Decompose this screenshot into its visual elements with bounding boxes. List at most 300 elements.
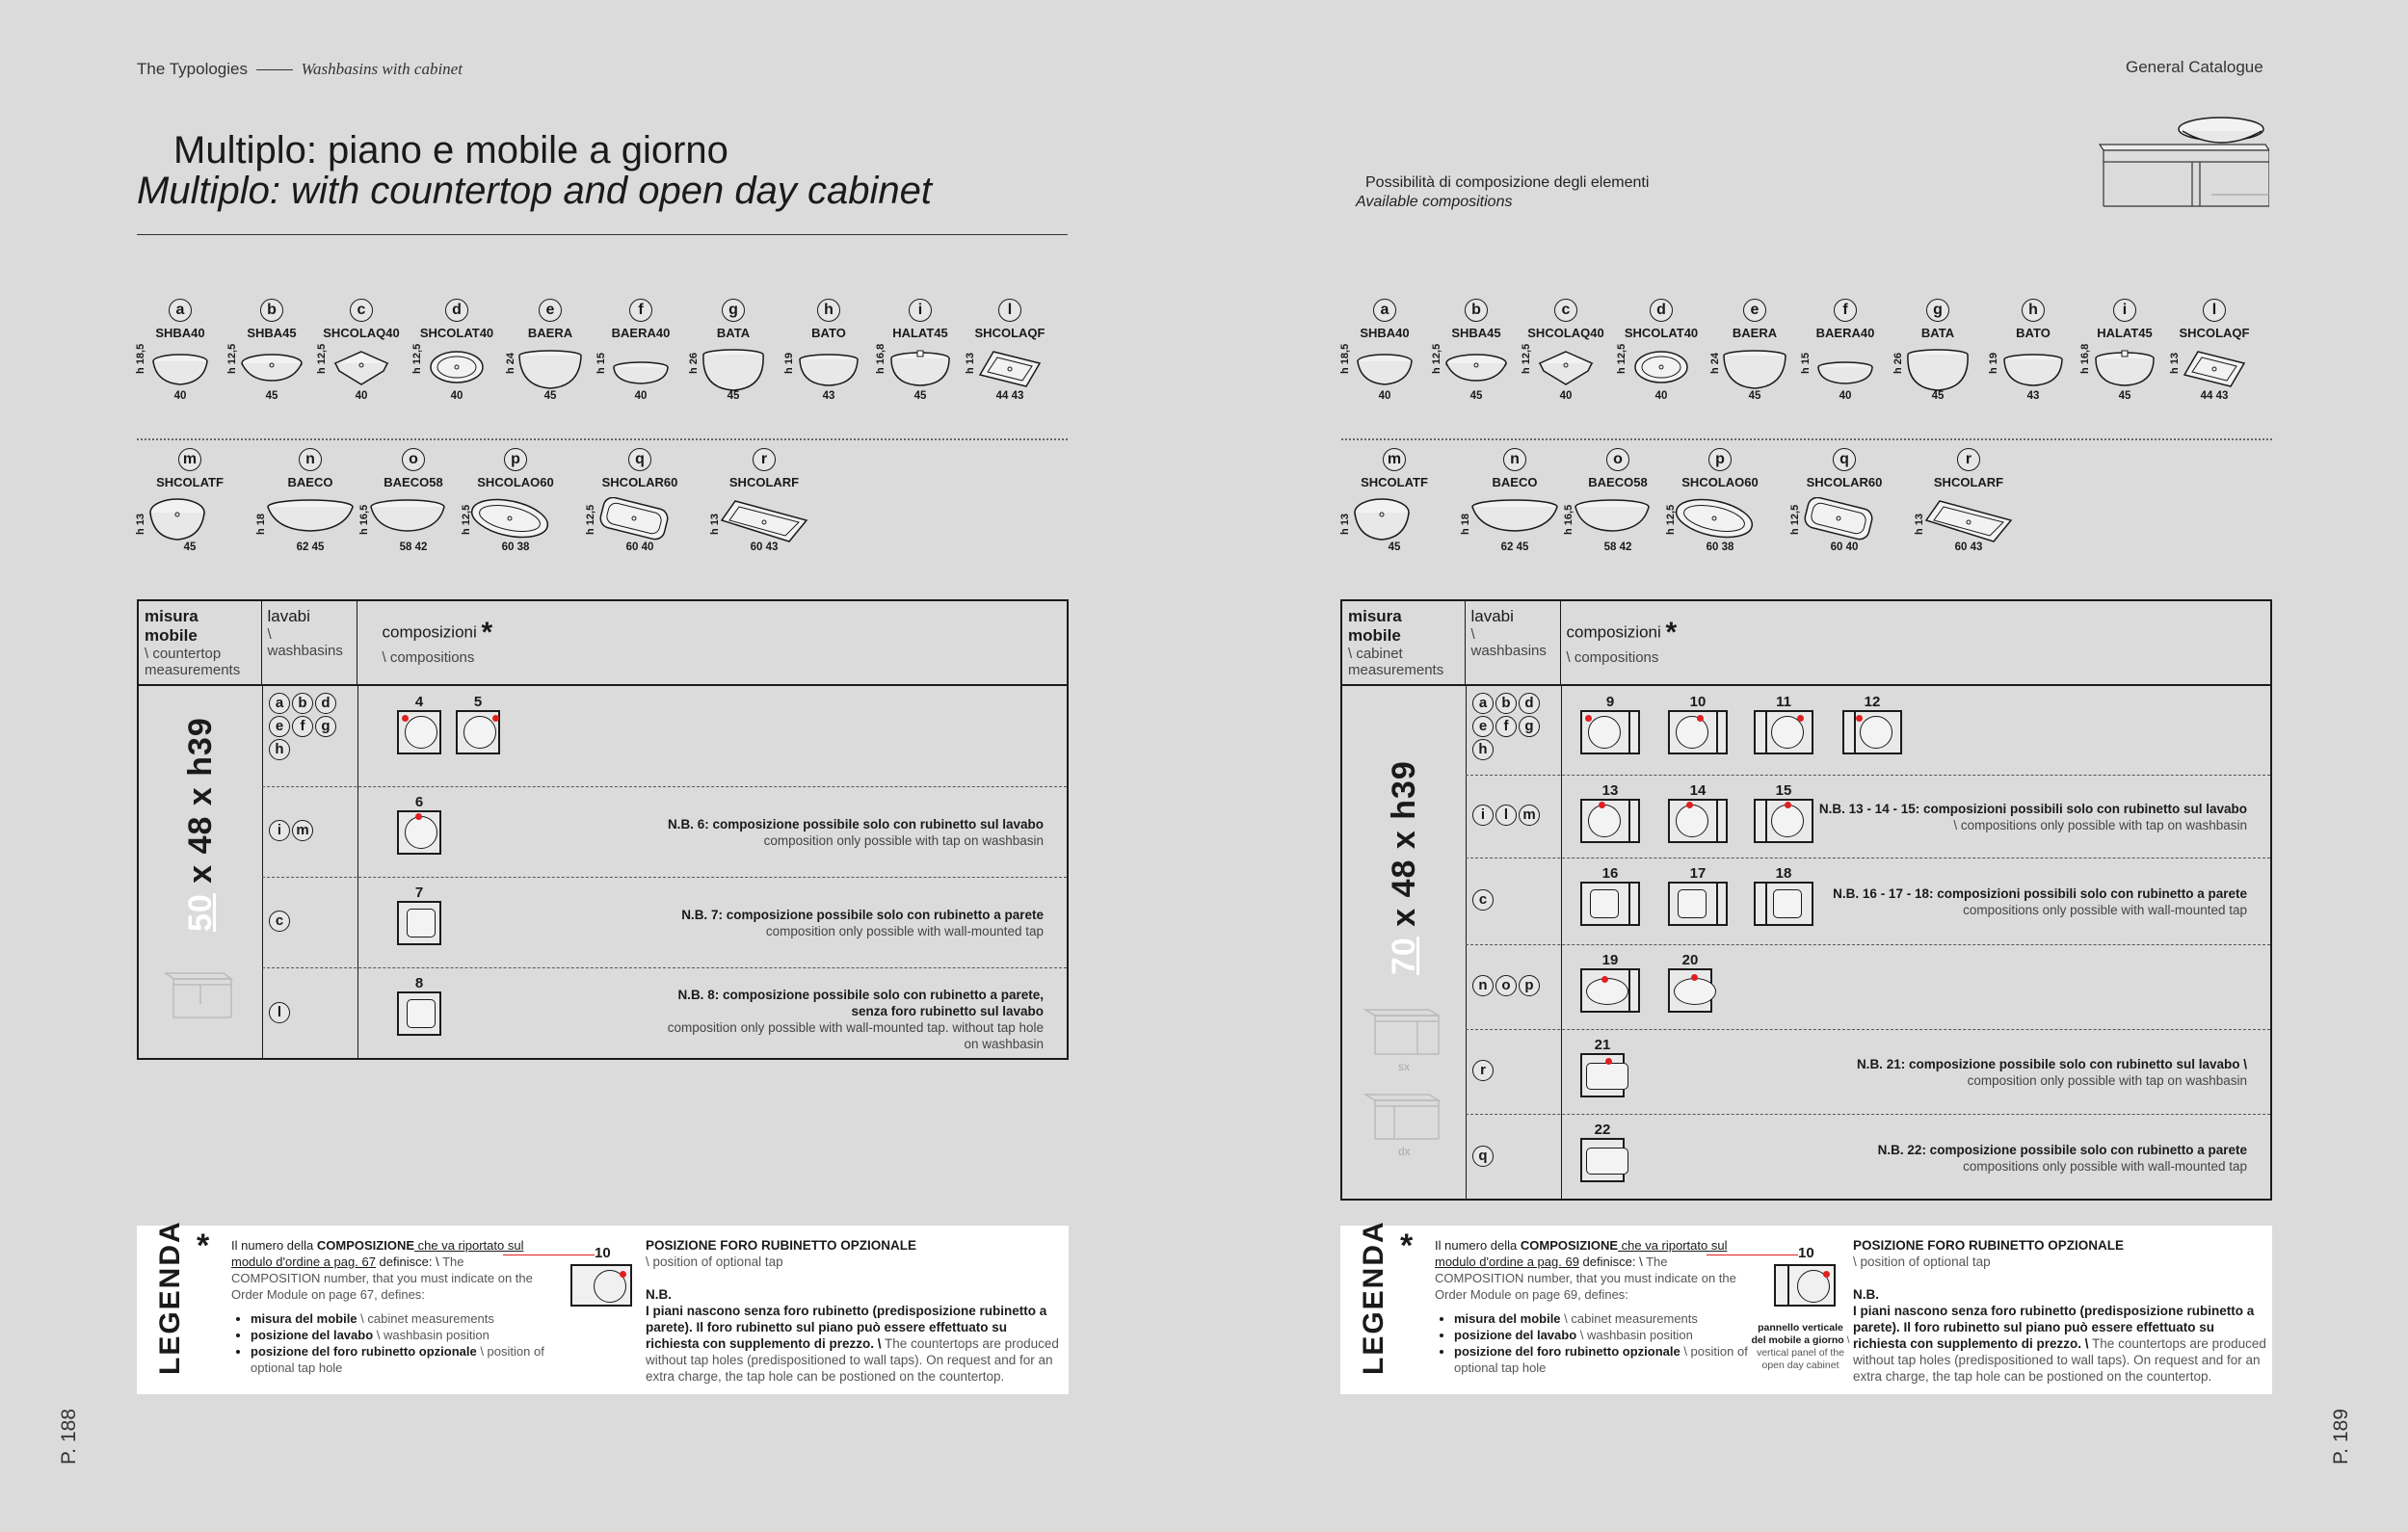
washbasin-n-icon <box>264 497 357 543</box>
bowl-height: h 12,5 <box>1616 343 1627 374</box>
composition-diagram <box>397 810 441 855</box>
basin-letters <box>1471 804 1560 827</box>
composition-diagram <box>1580 1053 1625 1097</box>
washbasin-f-icon <box>607 348 675 392</box>
legend-title: LEGENDA <box>154 1220 186 1375</box>
col-basins-sub: \ washbasins <box>267 626 343 659</box>
basin-letter: p <box>1519 975 1540 996</box>
legend-title: LEGENDA <box>1358 1220 1389 1375</box>
washbasin-e-icon <box>1721 348 1788 392</box>
washbasin-g-icon <box>700 348 767 392</box>
cabinet-side-label: dx <box>1398 1145 1411 1158</box>
bowl-letter: a <box>1373 299 1396 322</box>
bowl-code: BAECO <box>1492 475 1538 489</box>
cabinet-left-icon <box>1362 1004 1448 1060</box>
col-basins-label: lavabi <box>267 607 310 625</box>
bowl-width: 60 40 <box>1830 541 1859 553</box>
tap-hole-dot <box>620 1271 626 1278</box>
bowl-height: h 12,5 <box>316 343 328 374</box>
bowl-width: 40 <box>355 390 368 402</box>
bowl-height: h 18 <box>1460 513 1471 535</box>
note-bold: N.B. 13 - 14 - 15: composizioni possibili solo con rubinetto sul lavabo <box>1818 802 2247 816</box>
note-bold: N.B. 21: composizione possibile solo con rubinetto sul lavabo \ <box>1856 1057 2247 1071</box>
vertical-panel <box>1716 884 1718 924</box>
basin-letter: g <box>1519 716 1540 737</box>
bowl-code: SHCOLARF <box>728 475 800 489</box>
composition-diagram <box>1580 1138 1625 1182</box>
bowl-letter: f <box>629 299 652 322</box>
bowl-letter: r <box>753 448 776 471</box>
composition-number: 22 <box>1594 1122 1611 1138</box>
tap-hole-dot <box>415 813 422 820</box>
bowl-code: SHCOLAO60 <box>477 475 554 489</box>
list-item <box>251 1343 549 1376</box>
basin-letters <box>1471 974 1560 997</box>
bowl-letter: q <box>1833 448 1856 471</box>
bowl-letter: i <box>2113 299 2136 322</box>
legend-p1e: The COMPOSITION number, that you must indicate on the Order Module on page 67, defines: <box>231 1255 533 1302</box>
bowl-height: h 13 <box>965 352 976 374</box>
composition-note <box>542 816 1044 849</box>
legend-list <box>251 1310 549 1376</box>
bowl-item <box>228 299 315 402</box>
note-bold: N.B. 16 - 17 - 18: composizioni possibili solo con rubinetto a parete <box>1833 886 2247 901</box>
vertical-panel <box>1765 712 1767 753</box>
tap-hole-dot <box>402 715 409 722</box>
li-bold: posizione del foro rubinetto opzionale <box>1454 1344 1680 1359</box>
note-text: on washbasin <box>964 1037 1044 1051</box>
bowl-item <box>1667 448 1773 553</box>
legend-nb: The countertops are produced without tap holes (predispositioned to wall taps). On request and for an extra charge, the tap hole can be postioned on the countertop. <box>1853 1336 2266 1384</box>
col-compositions-sub: \ compositions <box>1566 649 1659 666</box>
composition-diagram <box>1580 968 1640 1013</box>
bowl-height: h 12,5 <box>1521 343 1532 374</box>
li-text: \ cabinet measurements <box>1560 1311 1698 1326</box>
col-size <box>138 600 261 685</box>
note-bold: N.B. 8: composizione possibile solo con rubinetto a parete, <box>677 988 1044 1002</box>
basin-letter: q <box>1472 1146 1494 1167</box>
bowl-letter: h <box>817 299 840 322</box>
washbasin-a-icon <box>146 348 214 392</box>
legend-sample-diagram <box>1774 1264 1836 1307</box>
page-number-right: P. 189 <box>2330 1408 2352 1465</box>
bowl-item <box>507 299 594 402</box>
asterisk-icon: * <box>197 1228 210 1264</box>
legend-text <box>231 1237 549 1376</box>
row-divider <box>1466 944 2270 945</box>
li-bold: posizione del lavabo <box>1454 1328 1577 1342</box>
basin-letter: o <box>1495 975 1517 996</box>
bowl-letter: g <box>1926 299 1949 322</box>
li-text: \ washbasin position <box>1576 1328 1693 1342</box>
composition-item <box>397 694 441 754</box>
bowl-width: 44 43 <box>2200 390 2229 402</box>
composition-number: 21 <box>1594 1037 1611 1053</box>
bowl-height: h 16,8 <box>2079 343 2091 374</box>
bowl-height: h 13 <box>2169 352 2181 374</box>
composition-diagram <box>397 901 441 945</box>
possibility-it: Possibilità di composizione degli elementi <box>1365 174 1650 191</box>
bowl-item <box>690 299 777 402</box>
bowl-item <box>1711 299 1798 402</box>
basin-letter: e <box>269 716 290 737</box>
bowl-height: h 12,5 <box>461 504 472 535</box>
bowl-item <box>1990 299 2077 402</box>
bowl-letter: o <box>402 448 425 471</box>
breadcrumb <box>137 60 463 79</box>
basin-rect <box>1586 1148 1628 1175</box>
bowl-code: SHBA40 <box>1360 326 1410 340</box>
legend-nb-title: N.B. <box>646 1287 672 1302</box>
bowl-letter: d <box>445 299 468 322</box>
tap-hole-dot <box>1691 974 1698 981</box>
legend-p1d: definisce: \ <box>1578 1255 1647 1269</box>
basin-letters <box>1471 1145 1560 1168</box>
legend-panel-note <box>1750 1322 1851 1372</box>
tap-hole-dot <box>1601 976 1608 983</box>
basin-letter: f <box>1495 716 1517 737</box>
breadcrumb-section: The Typologies <box>137 60 248 78</box>
composition-number: 12 <box>1864 694 1881 710</box>
bowl-letter: l <box>2203 299 2226 322</box>
basin-letter: f <box>292 716 313 737</box>
asterisk-icon: * <box>1400 1228 1414 1264</box>
legend-p1d: definisce: \ <box>375 1255 443 1269</box>
cabinet-size <box>182 717 220 932</box>
bowl-letter: n <box>299 448 322 471</box>
bowl-width: 44 43 <box>995 390 1024 402</box>
bowl-code: HALAT45 <box>892 326 948 340</box>
bowl-width: 62 45 <box>1500 541 1529 553</box>
bowl-item <box>966 299 1053 402</box>
bowl-width: 43 <box>822 390 835 402</box>
row-divider <box>262 967 1067 968</box>
li-bold: misura del mobile <box>251 1311 357 1326</box>
bowl-code: BATA <box>1920 326 1955 340</box>
bowl-code: HALAT45 <box>2097 326 2153 340</box>
bowl-code: BAERA40 <box>611 326 671 340</box>
composition-item <box>1580 865 1640 926</box>
bowl-width: 45 <box>265 390 278 402</box>
bowl-width: 40 <box>634 390 648 402</box>
bowl-width: 40 <box>1839 390 1852 402</box>
bowl-height: h 19 <box>783 352 795 374</box>
li-bold: posizione del lavabo <box>251 1328 374 1342</box>
composition-number: 9 <box>1605 694 1615 710</box>
col-basins-label: lavabi <box>1470 607 1514 625</box>
legend-list <box>1454 1310 1753 1376</box>
bowl-letter: n <box>1503 448 1526 471</box>
legend-p1c: che va riportato sul modulo d'ordine a pag. 67 <box>231 1238 524 1269</box>
note-text: composition only possible with wall-mounted tap. without tap hole <box>667 1020 1044 1035</box>
bowl-item <box>711 448 817 553</box>
legend-text <box>1435 1237 1753 1376</box>
bowl-letter: f <box>1834 299 1857 322</box>
tap-hole-dot <box>1856 715 1863 722</box>
bowl-height: h 19 <box>1988 352 1999 374</box>
page-number-left: P. 188 <box>58 1408 80 1465</box>
bowl-width: 40 <box>1654 390 1668 402</box>
washbasin-e-icon <box>516 348 584 392</box>
bowl-width: 45 <box>1469 390 1483 402</box>
bowl-height: h 24 <box>505 352 516 374</box>
basin-letter: l <box>269 1002 290 1023</box>
vertical-panel <box>1716 801 1718 841</box>
li-text: \ position of optional tap hole <box>251 1344 544 1375</box>
washbasin-r-icon <box>718 497 810 543</box>
basin-oval <box>1674 978 1716 1005</box>
basin-letters <box>268 819 357 842</box>
basin-letter: b <box>292 693 313 714</box>
bowl-height: h 15 <box>1800 352 1812 374</box>
legend-nb: The countertops are produced without tap holes (predispositioned to wall taps). On request and for an extra charge, the tap hole can be postioned on the countertop. <box>646 1336 1059 1384</box>
composition-item <box>1668 782 1728 843</box>
bowl-width: 60 43 <box>750 541 779 553</box>
bowl-item <box>1341 299 1428 402</box>
basin-letter: a <box>269 693 290 714</box>
bowl-item <box>597 299 684 402</box>
panel-text: \ vertical panel of the open day cabinet <box>1756 1334 1850 1371</box>
bowl-width: 58 42 <box>399 541 428 553</box>
legend-tap-title: POSIZIONE FORO RUBINETTO OPZIONALE <box>646 1238 917 1253</box>
cabinet-illustration <box>2096 108 2269 214</box>
basin-letters <box>268 692 357 761</box>
basin-circle <box>463 716 496 749</box>
bowl-item <box>318 299 405 402</box>
bowl-width: 43 <box>2026 390 2040 402</box>
composition-diagram <box>1580 799 1640 843</box>
col-size-label: misura mobile <box>145 607 198 645</box>
col-compositions-label: composizioni <box>382 622 477 642</box>
col-compositions-label: composizioni <box>1566 622 1661 642</box>
bowl-item <box>1791 448 1897 553</box>
composition-number: 20 <box>1681 952 1699 968</box>
washbasin-c-icon <box>328 348 395 392</box>
bowl-height: h 26 <box>688 352 700 374</box>
bowl-width: 40 <box>450 390 463 402</box>
list-item <box>1454 1310 1753 1327</box>
composition-number: 7 <box>414 885 424 901</box>
bowl-item <box>1462 448 1568 553</box>
bowl-code: SHBA45 <box>1451 326 1501 340</box>
bowl-height: h 15 <box>595 352 607 374</box>
list-item <box>251 1310 549 1327</box>
composition-note <box>542 987 1044 1052</box>
composition-diagram <box>1668 799 1728 843</box>
bowl-width: 40 <box>1559 390 1573 402</box>
bowl-letter: q <box>628 448 651 471</box>
basin-letter: h <box>269 739 290 760</box>
bowl-width: 45 <box>913 390 927 402</box>
size-width: 50 <box>182 893 219 932</box>
composition-diagram <box>397 991 441 1036</box>
composition-note <box>1746 1142 2247 1175</box>
bowl-height: h 12,5 <box>1431 343 1442 374</box>
basin-square <box>1590 889 1619 918</box>
title-divider <box>137 234 1068 235</box>
col-basins <box>1465 600 1560 685</box>
tap-hole-dot <box>1697 715 1704 722</box>
legend-sample-number: 10 <box>595 1245 611 1261</box>
washbasin-i-icon <box>886 348 954 392</box>
li-bold: misura del mobile <box>1454 1311 1561 1326</box>
bowl-height: h 13 <box>1339 513 1351 535</box>
bowl-width: 40 <box>1378 390 1391 402</box>
note-bold: N.B. 22: composizione possibile solo con rubinetto a parete <box>1877 1143 2247 1157</box>
page-title-en: Multiplo: with countertop and open day cabinet <box>137 170 932 212</box>
basin-letter: g <box>315 716 336 737</box>
washbasin-n-icon <box>1469 497 1561 543</box>
basin-square <box>407 909 436 938</box>
bowl-width: 58 42 <box>1603 541 1632 553</box>
tap-hole-dot <box>1797 715 1804 722</box>
composition-item <box>1580 782 1640 843</box>
basin-circle <box>1860 716 1892 749</box>
legend-p1e: The COMPOSITION number, that you must indicate on the Order Module on page 69, defines: <box>1435 1255 1736 1302</box>
composition-diagram <box>1668 882 1728 926</box>
vertical-panel <box>1716 712 1718 753</box>
washbasin-o-icon <box>367 497 460 543</box>
note-bold: N.B. 6: composizione possibile solo con rubinetto sul lavabo <box>667 817 1044 832</box>
table-body <box>1341 685 2271 1200</box>
bowl-letter: d <box>1650 299 1673 322</box>
col-basins <box>261 600 357 685</box>
breadcrumb-divider <box>256 69 293 70</box>
composition-item <box>1668 865 1728 926</box>
note-text: \ compositions only possible with tap on washbasin <box>1953 818 2247 832</box>
bowl-letter: m <box>1383 448 1406 471</box>
composition-number: 18 <box>1775 865 1792 882</box>
bowl-code: BAECO <box>287 475 333 489</box>
vertical-panel <box>1628 884 1630 924</box>
li-bold: posizione del foro rubinetto opzionale <box>251 1344 477 1359</box>
washbasin-m-icon <box>144 497 236 543</box>
bowl-code: SHCOLAR60 <box>1806 475 1883 489</box>
washbasin-i-icon <box>2091 348 2158 392</box>
bowl-code: SHCOLAQF <box>2179 326 2250 340</box>
washbasin-o-icon <box>1572 497 1664 543</box>
bowl-width: 60 43 <box>1954 541 1983 553</box>
composition-diagram <box>456 710 500 754</box>
vertical-panel <box>1628 712 1630 753</box>
size-rest: x 48 x h39 <box>182 717 219 894</box>
bowl-code: SHCOLAQ40 <box>1527 326 1604 340</box>
composition-number: 17 <box>1689 865 1707 882</box>
bowl-code: SHCOLATF <box>1361 475 1428 489</box>
legend-nb-bold: I piani nascono senza foro rubinetto (predisposizione rubinetto a parete). Il foro rubinetto sul piano può essere effettuato su richiesta con supplemento di prezzo. \ <box>1853 1304 2255 1351</box>
bowl-code: SHCOLAO60 <box>1681 475 1759 489</box>
list-item <box>1454 1327 1753 1343</box>
composition-item <box>397 885 441 945</box>
tap-hole-dot <box>1823 1271 1830 1278</box>
basin-rect <box>1586 1063 1628 1090</box>
composition-number: 13 <box>1601 782 1619 799</box>
list-item <box>1454 1343 1753 1376</box>
bowl-height: h 26 <box>1892 352 1904 374</box>
bowl-width: 60 38 <box>1706 541 1734 553</box>
bowl-item <box>1802 299 1889 402</box>
bowl-width: 45 <box>543 390 557 402</box>
legend-p1c: che va riportato sul modulo d'ordine a pag. 69 <box>1435 1238 1728 1269</box>
col-compositions <box>1560 600 2271 685</box>
bowl-item <box>257 448 363 553</box>
bowl-item <box>1341 448 1447 553</box>
legend-tap-text <box>646 1237 1060 1385</box>
composition-diagram <box>1580 882 1640 926</box>
bowl-width: 60 38 <box>501 541 530 553</box>
bowl-height: h 13 <box>1914 513 1925 535</box>
size-width: 70 <box>1386 937 1422 975</box>
bowl-letter: p <box>1708 448 1732 471</box>
cabinet-right-icon <box>1362 1089 1448 1145</box>
bowl-height: h 16,5 <box>1563 504 1574 535</box>
bowl-item <box>2081 299 2168 402</box>
tap-hole-dot <box>1585 715 1592 722</box>
li-text: \ cabinet measurements <box>357 1311 494 1326</box>
composition-number: 14 <box>1689 782 1707 799</box>
bowl-code: SHCOLAQF <box>974 326 1045 340</box>
vertical-panel <box>1787 1266 1789 1305</box>
basin-circle <box>1588 805 1621 837</box>
basin-square <box>1678 889 1707 918</box>
bowl-width: 45 <box>727 390 740 402</box>
basin-circle <box>405 716 437 749</box>
col-compositions <box>357 600 1068 685</box>
bowl-letter: b <box>260 299 283 322</box>
washbasin-catalog-left <box>137 294 1072 554</box>
vertical-panel <box>1628 970 1630 1011</box>
cabinet-side-label: sx <box>1398 1060 1410 1073</box>
legend-p1a: Il numero della <box>1435 1238 1521 1253</box>
bowl-code: SHCOLAQ40 <box>323 326 400 340</box>
note-text: composition only possible with tap on washbasin <box>763 833 1044 848</box>
basin-letter: d <box>315 693 336 714</box>
washbasin-r-icon <box>1922 497 2015 543</box>
bowl-code: BATO <box>811 326 846 340</box>
washbasin-q-icon <box>594 497 686 543</box>
note-text: compositions only possible with wall-mounted tap <box>1963 903 2247 917</box>
bowl-code: SHCOLATF <box>156 475 224 489</box>
bowl-item <box>1565 448 1671 553</box>
bowl-item <box>1916 448 2022 553</box>
catalogue-header: General Catalogue <box>2126 58 2263 76</box>
col-size <box>1341 600 1465 685</box>
basin-circle <box>1676 805 1708 837</box>
composition-item <box>397 794 441 855</box>
bowl-letter: l <box>998 299 1021 322</box>
composition-item <box>1668 694 1728 754</box>
li-text: \ position of optional tap hole <box>1454 1344 1748 1375</box>
basin-letters <box>1471 1059 1560 1082</box>
cabinet-mini-icon <box>162 965 239 1023</box>
bowl-code: SHCOLARF <box>1933 475 2004 489</box>
bowl-item <box>137 299 224 402</box>
composition-note <box>1746 1056 2247 1089</box>
washbasin-catalog-right <box>1341 294 2276 554</box>
breadcrumb-subsection: Washbasins with cabinet <box>301 60 463 78</box>
tap-hole-dot <box>492 715 499 722</box>
list-item <box>251 1327 549 1343</box>
vertical-panel <box>1628 801 1630 841</box>
composition-number: 10 <box>1689 694 1707 710</box>
basin-letters <box>268 1001 357 1024</box>
composition-table-right <box>1340 599 2272 1201</box>
composition-diagram <box>1842 710 1902 754</box>
row-divider <box>1466 1114 2270 1115</box>
washbasin-b-icon <box>238 348 305 392</box>
catalog-separator <box>137 438 1068 440</box>
washbasin-p-icon <box>469 497 562 543</box>
